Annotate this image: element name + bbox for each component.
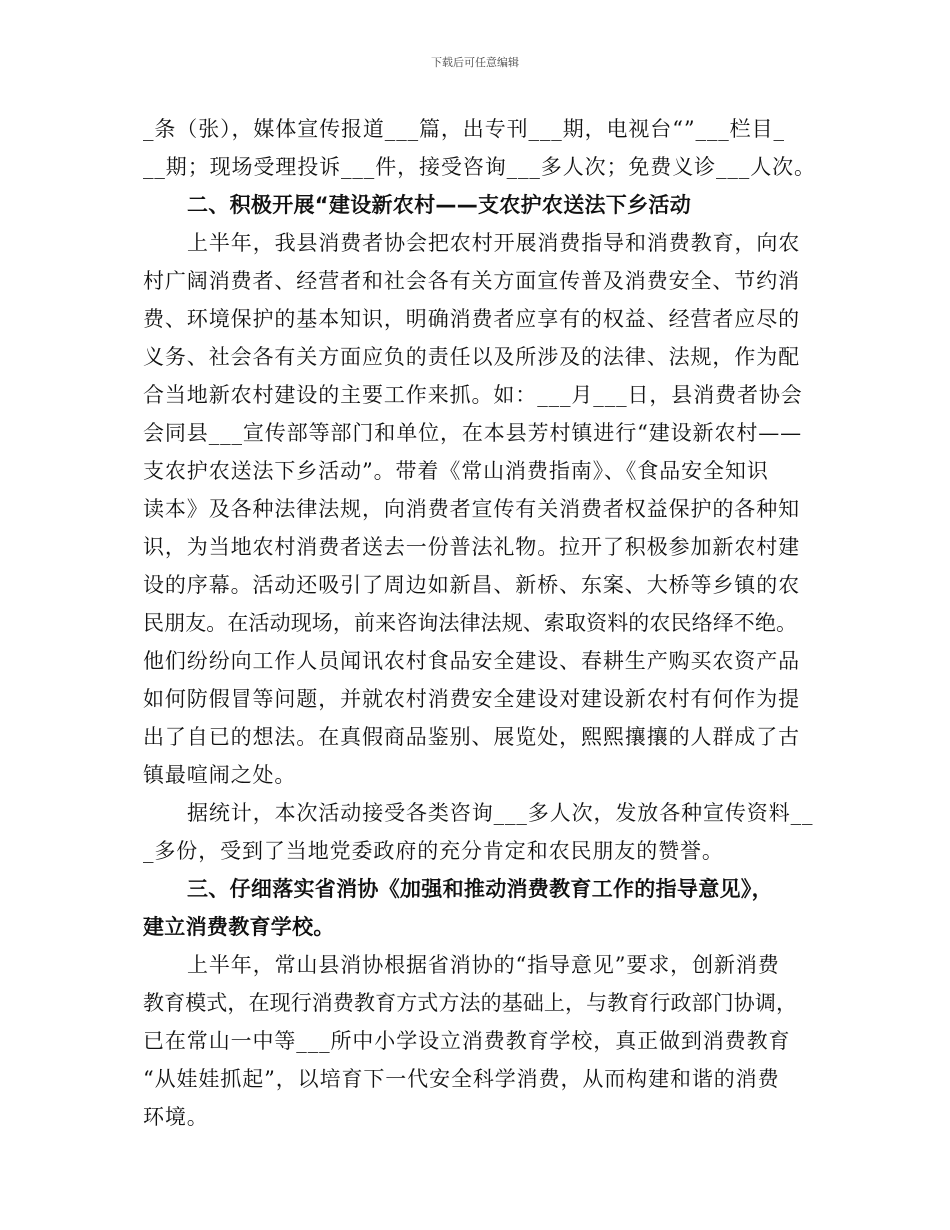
text-line: 村广阔消费者、经营者和社会各有关方面宣传普及消费安全、节约消 bbox=[143, 269, 800, 293]
section-heading-3-cont: 建立消费教育学校。 bbox=[143, 915, 335, 939]
text-line: 读本》及各种法律法规，向消费者宣传有关消费者权益保护的各种知 bbox=[143, 497, 800, 521]
text-line: __期；现场受理投诉___件，接受咨询___多人次；免费义诊___人次。 bbox=[143, 155, 816, 179]
text-line: 识，为当地农村消费者送去一份普法礼物。拉开了积极参加新农村建 bbox=[143, 535, 800, 559]
text-line: 合当地新农村建设的主要工作来抓。如：___月___日，县消费者协会 bbox=[143, 383, 803, 407]
text-line: _多份，受到了当地党委政府的充分肯定和农民朋友的赞誉。 bbox=[143, 839, 724, 863]
text-line: 支农护农送法下乡活动”。带着《常山消费指南》、《食品安全知识 bbox=[143, 459, 769, 483]
paragraph-start: 上半年，常山县消协根据省消协的“指导意见”要求，创新消费 bbox=[187, 953, 780, 977]
document-body bbox=[143, 110, 816, 1136]
page-header: 下载后可任意编辑 bbox=[431, 56, 519, 69]
text-line: 教育模式，在现行消费教育方式方法的基础上，与教育行政部门协调， bbox=[143, 991, 798, 1015]
text-line: 会同县___宣传部等部门和单位，在本县芳村镇进行“建设新农村—— bbox=[143, 421, 803, 445]
text-line: 环境。 bbox=[143, 1105, 209, 1129]
text-line: 费、环境保护的基本知识，明确消费者应享有的权益、经营者应尽的 bbox=[143, 307, 800, 331]
paragraph-start: 据统计，本次活动接受各类咨询___多人次，发放各种宣传资料__ bbox=[187, 801, 814, 825]
section-heading-3: 三、仔细落实省消协《加强和推动消费教育工作的指导意见》， bbox=[187, 877, 773, 901]
text-line: 如何防假冒等问题，并就农村消费安全建设对建设新农村有何作为提 bbox=[143, 687, 800, 711]
text-line: 镇最喧闹之处。 bbox=[143, 763, 297, 787]
text-line: _条（张），媒体宣传报道___篇，出专刊___期，电视台“”___栏目_ bbox=[143, 117, 785, 141]
text-line: 民朋友。在活动现场，前来咨询法律法规、索取资料的农民络绎不绝。 bbox=[143, 611, 798, 635]
text-line: 已在常山一中等___所中小学设立消费教育学校，真正做到消费教育 bbox=[143, 1029, 791, 1053]
text-line: “从娃娃抓起”，以培育下一代安全科学消费，从而构建和谐的消费 bbox=[143, 1067, 780, 1091]
paragraph-start: 上半年，我县消费者协会把农村开展消费指导和消费教育，向农 bbox=[187, 231, 801, 255]
text-line: 他们纷纷向工作人员闻讯农村食品安全建设、春耕生产购买农资产品 bbox=[143, 649, 800, 673]
section-heading-2: 二、积极开展“建设新农村——支农护农送法下乡活动 bbox=[187, 193, 691, 217]
text-line: 义务、社会各有关方面应负的责任以及所涉及的法律、法规，作为配 bbox=[143, 345, 800, 369]
text-line: 出了自已的想法。在真假商品鉴别、展览处，熙熙攘攘的人群成了古 bbox=[143, 725, 800, 749]
text-line: 设的序幕。活动还吸引了周边如新昌、新桥、东案、大桥等乡镇的农 bbox=[143, 573, 800, 597]
